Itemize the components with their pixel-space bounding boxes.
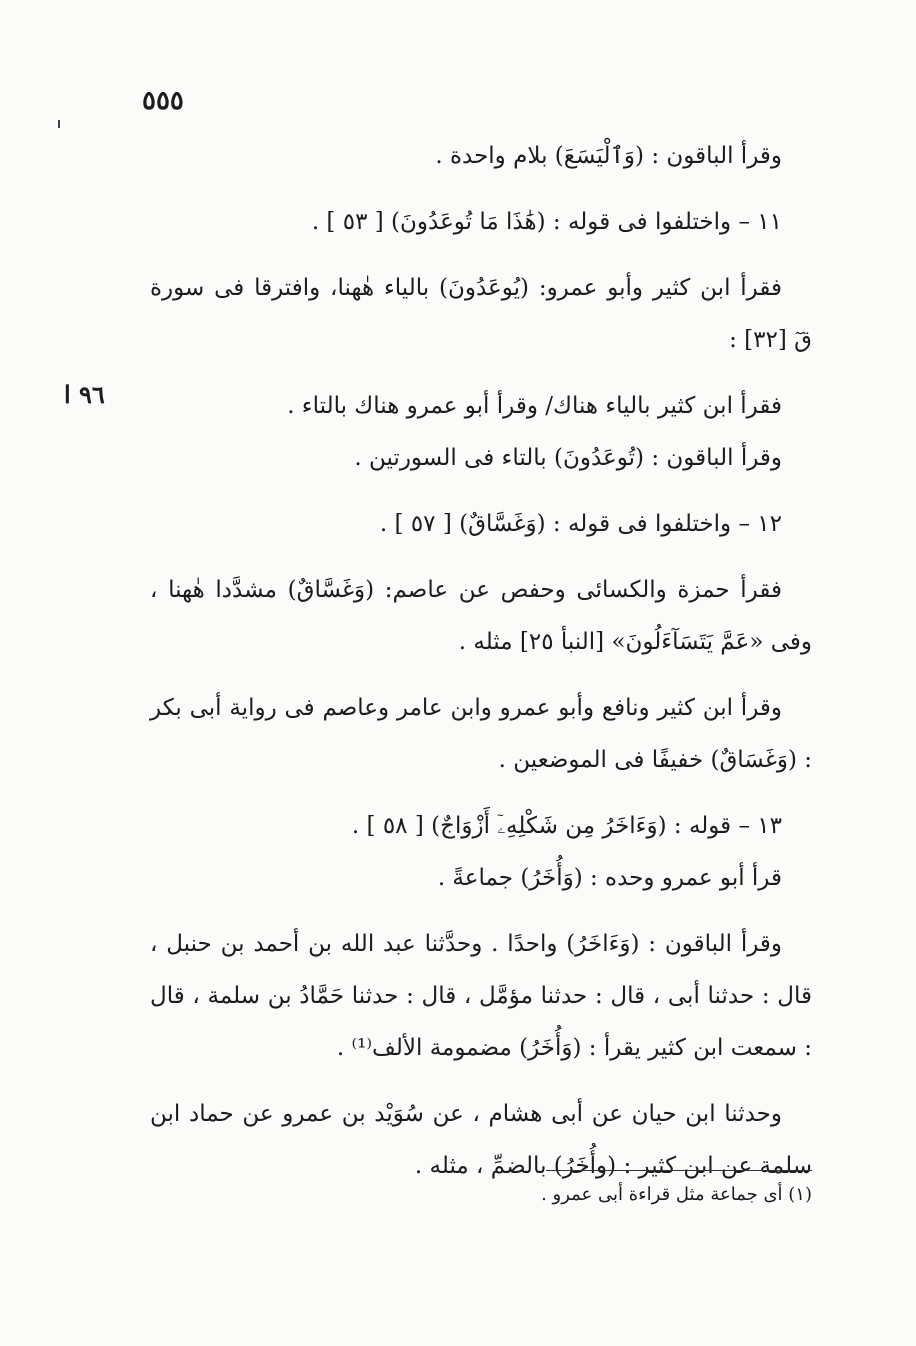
paragraph-3: فقرأ ابن كثير وأبو عمرو: (يُوعَدُونَ) بالياء هٰهنا، وافترقا فى سورة قٓ [٣٢] : [150,275,812,353]
paragraph-8: وقرأ ابن كثير ونافع وأبو عمرو وابن عامر وعاصم فى رواية أبى بكر : (وَغَسَاقٌ) خفيفًا فى الموضعين . [150,695,812,773]
paragraph-12: وحدثنا ابن حيان عن أبى هشام ، عن سُوَيْد بن عمرو عن حماد ابن سلمة عن ابن كثير : (وأُخَرُ) بالضمِّ ، مثله . [150,1101,812,1179]
paragraph-7: فقرأ حمزة والكسائى وحفص عن عاصم: (وَغَسَّاقٌ) مشدَّدا هٰهنا ، وفى «عَمَّ يَتَسَآءَلُونَ» [النبأ ٢٥] مثله . [150,577,812,655]
paragraph-10: قرأ أبو عمرو وحده : (وَأُخَرُ) جماعةً . [437,865,782,891]
main-text [150,130,812,1206]
paragraph-6: ١٢ – واختلفوا فى قوله : (وَغَسَّاقٌ) [ ٥٧ ] . [379,511,782,537]
paragraph-2: ١١ – واختلفوا فى قوله : (هَٰذَا مَا تُوعَدُونَ) [ ٥٣ ] . [311,209,782,235]
paragraph-9: ١٣ – قوله : (وَءَاخَرُ مِن شَكْلِهِۦٓ أَزْوَاجٌ) [ ٥٨ ] . [351,813,782,839]
margin-page-reference: ٩٦ ا [64,380,105,409]
paragraph-4: فقرأ ابن كثير بالياء هناك/ وقرأ أبو عمرو هناك بالتاء . [287,393,782,419]
paragraph-11: وقرأ الباقون : (وَءَاخَرُ) واحدًا . وحدَّثنا عبد الله بن أحمد بن حنبل ، قال : حدثنا أبى ، قال : حدثنا مؤمَّل ، قال : حدثنا حَمَّادُ بن سلمة ، قال : سمعت ابن كثير يقرأ : (وَأُخَرُ) مضمومة الألف⁽¹⁾ . [150,931,812,1061]
paragraph-1: وقرأ الباقون : (وَٱلْيَسَعَ) بلام واحدة . [435,143,782,169]
footnote: (١) أى جماعة مثل قراءة أبى عمرو . [541,1184,812,1205]
footnote-divider [546,1170,812,1171]
page-number: ٥٥٥ [142,86,184,116]
paragraph-5: وقرأ الباقون : (تُوعَدُونَ) بالتاء فى السورتين . [354,445,782,471]
scan-mark [58,120,60,128]
